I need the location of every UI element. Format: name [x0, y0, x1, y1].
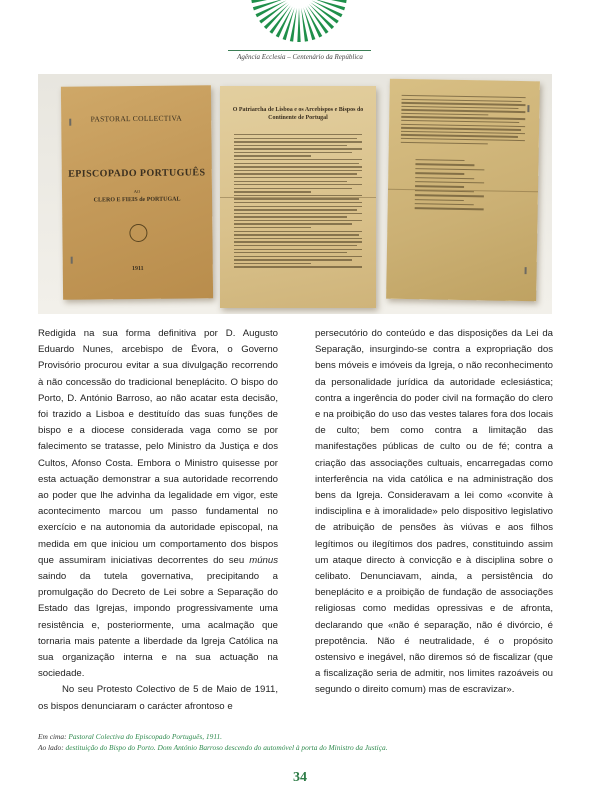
printed-line	[234, 195, 362, 196]
cover-year: 1911	[131, 265, 144, 273]
printed-line	[234, 216, 347, 217]
printed-line	[415, 208, 484, 211]
printed-line	[415, 186, 465, 188]
printed-line	[415, 203, 475, 205]
printed-text-lines	[400, 95, 526, 214]
printed-line	[401, 113, 488, 116]
pastoral-cover	[61, 85, 213, 300]
printed-line	[234, 173, 357, 174]
ecclesia-logo	[244, 0, 354, 44]
printed-line	[415, 190, 475, 192]
cover-title: EPISCOPADO PORTUGUÊS	[68, 167, 206, 180]
printed-line	[234, 245, 357, 246]
article-column-left	[38, 326, 278, 715]
printed-line	[415, 199, 465, 201]
printed-line	[234, 163, 359, 164]
printed-line	[234, 202, 362, 203]
printed-line	[234, 191, 311, 192]
printed-line	[234, 159, 362, 160]
printed-line	[415, 168, 484, 171]
printed-line	[415, 164, 475, 166]
article-paragraph: No seu Protesto Colectivo de 5 de Maio de 1911, os bispos denunciaram o carácter afrontoso e	[38, 684, 278, 712]
printed-line	[234, 145, 347, 146]
printed-line	[234, 166, 362, 167]
logo-ray	[297, 8, 300, 42]
printed-line	[234, 134, 362, 135]
printed-line	[234, 234, 359, 235]
logo-ray	[251, 0, 285, 3]
header-rule	[228, 50, 371, 51]
printed-line	[234, 259, 352, 260]
printed-line	[234, 209, 357, 210]
italic-term: múnus	[249, 554, 278, 566]
printed-line	[234, 188, 352, 189]
printed-line	[234, 223, 352, 224]
logo-ray	[313, 0, 347, 3]
publication-header: Agência Ecclesia – Centenário da República	[237, 53, 363, 61]
printed-line	[234, 220, 362, 221]
article-column-right	[315, 326, 553, 699]
printed-line	[234, 141, 362, 142]
cover-collection: PASTORAL COLLECTIVA	[90, 113, 182, 124]
printed-line	[415, 159, 465, 161]
printed-line	[234, 249, 362, 250]
cover-subtitle: AO	[133, 188, 141, 195]
logo-ray	[301, 8, 308, 42]
printed-line	[234, 227, 311, 228]
printed-line	[234, 152, 352, 153]
printed-line	[234, 148, 362, 149]
printed-line	[234, 256, 362, 257]
cover-subtitle-2: CLERO E FIEIS de PORTUGAL	[93, 196, 181, 204]
printed-line	[234, 238, 362, 239]
staple	[525, 267, 527, 274]
pastoral-first-page	[220, 86, 376, 308]
printed-line	[234, 198, 359, 199]
article-paragraph: persecutório do conteúdo e das disposições da Lei da Separação, insurgindo-se contra a expropriação dos bens móveis e imóveis da Igreja, o não reconhecimento da personalidade jurídica da autoridade eclesiástica; contra a ingerência do poder civil na formação do clero e na proibição do uso das vestes talares fora dos locais de culto; bem como contra a limitação das manifestações públicas de culto ou de fé; contra a criação das associações cultuais, encarregadas como interferência na vida católica e na administração dos bens da Igreja. Consideravam a lei como «convite à indisciplina e à imoralidade» pelo dispositivo legislativo de atribuição de pensões às viúvas e aos filhos legítimos ou ilegítimos dos padres, constituindo assim um ataque directo à convicção e à disciplina sobre o celibato. Denunciavam, ainda, a persistência do beneplácito e a proibição de fundação de associações religiosas como medidas opressivas e de afronta, declarando que «não é separação, não é divórcio, é prepotência. Não é neutralidade, é o propósito ostensivo e inegável, não diremos só de fiscalizar (que a fiscalização seria de admitir, nos limites razoáveis ou segundo o direito comum) mas de escravizar».	[315, 328, 553, 696]
printed-line	[234, 181, 347, 182]
printed-line	[234, 213, 362, 214]
printed-line	[234, 231, 362, 232]
printed-line	[234, 266, 362, 267]
staple	[527, 105, 529, 112]
printed-line	[234, 155, 311, 156]
printed-line	[415, 181, 484, 184]
pastoral-last-page	[386, 79, 540, 302]
printed-line	[234, 263, 311, 264]
logo-ray	[290, 8, 297, 42]
printed-line	[415, 172, 465, 174]
caption-side: Ao lado: destituição do Bispo do Porto. Dom António Barroso descendo do automóvel à porta do Ministro da Justiça.	[38, 743, 388, 752]
printed-line	[415, 194, 484, 197]
printed-line	[234, 252, 347, 253]
printed-line	[234, 184, 362, 185]
caption-above: Em cima: Pastoral Colectiva do Episcopado Português, 1911.	[38, 732, 223, 741]
pastoral-documents-photo	[38, 74, 552, 314]
printed-line	[234, 170, 362, 171]
printed-line	[234, 138, 357, 139]
article-paragraph: Redigida na sua forma definitiva por D. Augusto Eduardo Nunes, arcebispo de Évora, o Governo Provisório procurou evitar a sua divulgação recorrendo à não concessão do tradicional beneplácito. O bispo do Porto, D. António Barroso, ao não acatar esta decisão, foi trazido a Lisboa e destituído das suas funções de bispo e a diocese considerada vaga como se por falecimento se tratasse, pelo Ministro da Justiça e dos Cultos, Afonso Costa. Embora o Ministro quisesse por esta actuação demonstrar a sua autoridade recorrendo ao poder que lhe advinha da legalidade em vigor, este acontecimento marcou um passo fundamental no exercício e na autonomia da autoridade episcopal, na medida em que iniciou um comportamento dos bispos que assumiram iniciativas decorrentes do seu múnus saindo da tutela governativa, precipitando a promulgação do Decreto de Lei sobre a Separação do Estado das Igrejas, impondo progressivamente uma resistência e, posteriormente, uma acalmação que tornaria mais patente a liberdade da Igreja Católica na sua organização interna e na sua actuação na sociedade.	[38, 328, 278, 680]
printed-line	[234, 206, 362, 207]
first-page-title: O Patriarcha de Lisboa e os Arcebispos e Bispos do Continente de Portugal	[232, 107, 364, 121]
printed-line	[234, 177, 362, 178]
printed-text-lines	[234, 134, 362, 270]
printed-line	[415, 177, 475, 179]
page-number: 34	[293, 770, 307, 785]
episcopal-seal-icon	[129, 224, 147, 242]
printed-line	[234, 241, 362, 242]
printed-line	[401, 141, 488, 144]
staple	[71, 257, 73, 264]
